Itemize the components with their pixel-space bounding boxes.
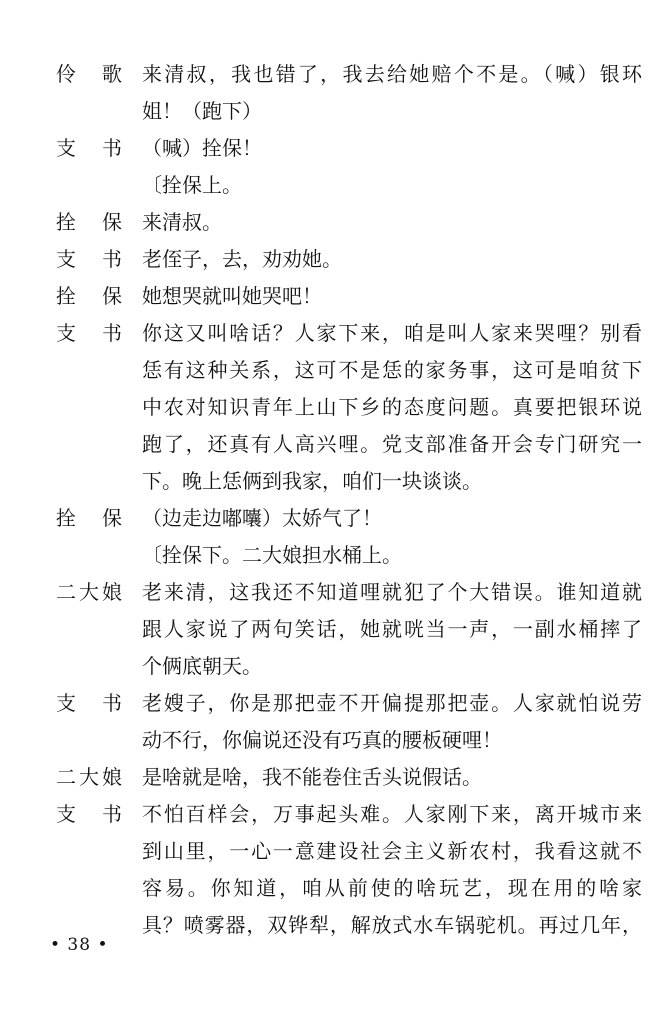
dialogue-line: 你这又叫啥话？人家下来，咱是叫人家来哭哩？别看	[142, 321, 642, 345]
dialogue-line: 不怕百样会，万事起头难。人家刚下来，离开城市来	[142, 802, 642, 826]
dialogue-line: 老侄子，去，劝劝她。	[142, 247, 342, 271]
speaker-char: 支	[56, 691, 76, 715]
speaker-char: 书	[102, 247, 122, 271]
dialogue-line: 是啥就是啥，我不能卷住舌头说假话。	[142, 765, 482, 789]
dialogue-line: 来清叔，我也错了，我去给她赔个不是。（喊）银环	[142, 62, 642, 86]
dialogue-line: 跟人家说了两句笑话，她就咣当一声，一副水桶摔了	[142, 617, 642, 641]
speaker-char: 支	[56, 247, 76, 271]
dialogue-line: 中农对知识青年上山下乡的态度问题。真要把银环说	[142, 395, 642, 419]
dialogue-line: 下。晚上恁俩到我家，咱们一块谈谈。	[142, 469, 482, 493]
speaker-char: 支	[56, 802, 76, 826]
speaker-char: 伶	[56, 62, 76, 86]
dialogue-line: 跑了，还真有人高兴哩。党支部准备开会专门研究一	[142, 432, 642, 456]
speaker-char: 大	[79, 765, 99, 789]
dialogue-line: 个俩底朝天。	[142, 654, 262, 678]
speaker-char: 歌	[102, 62, 122, 86]
dialogue-line: （边走边嘟囔）太娇气了！	[142, 506, 382, 530]
dialogue-line: 恁有这种关系，这可不是恁的家务事，这可是咱贫下	[142, 358, 642, 382]
speaker-name	[56, 208, 122, 236]
dialogue-line: 〔拴保上。	[142, 173, 242, 197]
speaker-name	[56, 319, 122, 347]
dialogue-line: （喊）拴保！	[142, 136, 262, 160]
speaker-char: 拴	[56, 210, 76, 234]
speaker-char: 娘	[102, 765, 122, 789]
speaker-name	[56, 578, 122, 606]
dialogue-line: 她想哭就叫她哭吧！	[142, 284, 322, 308]
speaker-char: 大	[79, 580, 99, 604]
speaker-name	[56, 282, 122, 310]
speaker-char: 支	[56, 136, 76, 160]
dialogue-line: 老嫂子，你是那把壶不开偏提那把壶。人家就怕说劳	[142, 691, 642, 715]
dialogue-line: 老来清，这我还不知道哩就犯了个大错误。谁知道就	[142, 580, 642, 604]
speaker-char: 保	[102, 506, 122, 530]
speaker-name	[56, 134, 122, 162]
speaker-name	[56, 689, 122, 717]
dialogue-line: 来清叔。	[142, 210, 222, 234]
speaker-char: 支	[56, 321, 76, 345]
dialogue-line: 姐！（跑下）	[142, 99, 262, 123]
speaker-char: 拴	[56, 284, 76, 308]
speaker-char: 二	[56, 765, 76, 789]
dialogue-line: 具？喷雾器，双铧犁，解放式水车锅驼机。再过几年，	[142, 913, 642, 937]
speaker-char: 书	[102, 802, 122, 826]
speaker-name	[56, 800, 122, 828]
speaker-name	[56, 763, 122, 791]
dialogue-line: 到山里，一心一意建设社会主义新农村，我看这就不	[142, 839, 642, 863]
dialogue-line: 〔拴保下。二大娘担水桶上。	[142, 543, 402, 567]
speaker-name	[56, 504, 122, 532]
speaker-char: 保	[102, 284, 122, 308]
speaker-char: 书	[102, 136, 122, 160]
dialogue-line: 动不行，你偏说还没有巧真的腰板硬哩！	[142, 728, 502, 752]
speaker-char: 娘	[102, 580, 122, 604]
speaker-name	[56, 245, 122, 273]
speaker-char: 二	[56, 580, 76, 604]
speaker-char: 拴	[56, 506, 76, 530]
speaker-char: 书	[102, 691, 122, 715]
speaker-char: 书	[102, 321, 122, 345]
speaker-char: 保	[102, 210, 122, 234]
dialogue-line: 容易。你知道，咱从前使的啥玩艺，现在用的啥家	[142, 876, 642, 900]
speaker-name	[56, 60, 122, 88]
page-number: • 38 •	[50, 935, 109, 955]
